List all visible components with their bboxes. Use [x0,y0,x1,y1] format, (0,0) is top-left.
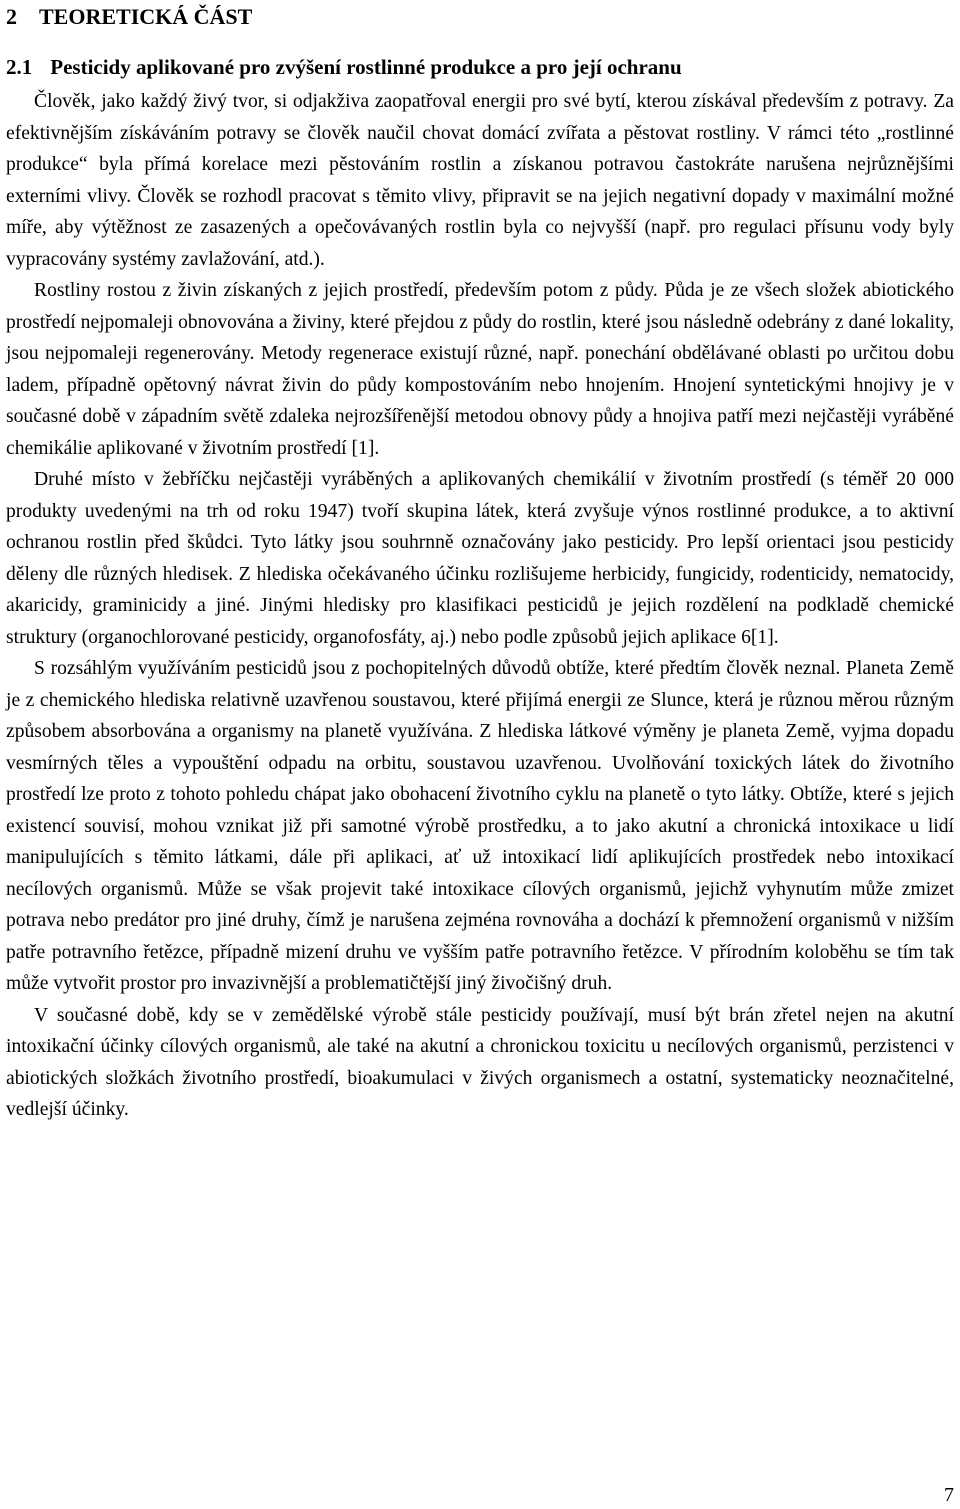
chapter-heading [6,0,954,36]
section-number: 2.1 [6,55,33,79]
body-text [6,86,954,1126]
paragraph-5: V současné době, kdy se v zemědělské výrobě stále pesticidy používají, musí být brán zřetel nejen na akutní intoxikační účinky cílových organismů, ale také na akutní a chronickou toxicitu u necílových organismů, perzistenci v abiotických složkách životního prostředí, bioakumulaci v živých organismech a ostatní, systematicky neoznačitelné, vedlejší účinky. [6,1004,954,1120]
document-page [6,0,954,1126]
chapter-number: 2 [6,4,17,29]
paragraph-2: Rostliny rostou z živin získaných z jejich prostředí, především potom z půdy. Půda je ze všech složek abiotického prostředí nejpomaleji obnovována a živiny, které přejdou z půdy do rostlin, které jsou následně odebrány z dané lokality, jsou nejpomaleji regenerovány. Metody regenerace existují různé, např. ponechání obdělávané oblasti po určitou dobu ladem, případně opětovný návrat živin do půdy kompostováním nebo hnojením. Hnojení syntetickými hnojivy je v současné době v západním světě zdaleka nejrozšířenější metodou obnovy půdy a hnojiva patří mezi nejčastěji vyráběné chemikálie aplikované v životním prostředí [1]. [6,280,954,459]
paragraph-4: S rozsáhlým využíváním pesticidů jsou z pochopitelných důvodů obtíže, které předtím člověk neznal. Planeta Země je z chemického hlediska relativně uzavřenou soustavou, které přijímá energii ze Slunce, která je různou měrou různým způsobem absorbována a organismy na planetě využívána. Z hlediska látkové výměny je planeta Země, vyjma dopadu vesmírných těles a vypouštění odpadu na orbitu, soustavou uzavřenou. Uvolňování toxických látek do životního prostředí lze proto z tohoto pohledu chápat jako obohacení životního cyklu na planetě o tyto látky. Obtíže, které s jejich existencí souvisí, mohou vznikat již při samotné výrobě prostředku, a to jako akutní a chronická intoxikace u lidí manipulujících s těmito látkami, dále při aplikaci, ať už intoxikací lidí aplikujících prostředek nebo intoxikací necílových organismů. Může se však projevit také intoxikace cílových organismů, jejichž vyhynutím může zmizet potrava nebo predátor pro jiné druhy, čímž je narušena zejména rovnováha a dochází k přemnožení organismů v nižším patře potravního řetězce, případně mizení druhu ve vyšším patře potravního řetězce. V přírodním koloběhu se tím tak může vytvořit prostor pro invazivnější a problematičtější jiný živočišný druh. [6,658,954,994]
page-number: 7 [944,1484,954,1506]
section-heading [6,52,954,86]
chapter-title: TEORETICKÁ ČÁST [39,4,253,29]
section-title: Pesticidy aplikované pro zvýšení rostlinné produkce a pro její ochranu [50,55,682,79]
paragraph-3: Druhé místo v žebříčku nejčastěji vyráběných a aplikovaných chemikálií v životním prostředí (s téměř 20 000 produkty uvedenými na trh od roku 1947) tvoří skupina látek, která zvyšuje výnos rostlinné produkce, a to aktivní ochranou rostlin před škůdci. Tyto látky jsou souhrnně označovány jako pesticidy. Pro lepší orientaci jsou pesticidy děleny dle různých hledisek. Z hlediska očekávaného účinku rozlišujeme herbicidy, fungicidy, rodenticidy, nematocidy, akaricidy, graminicidy a jiné. Jinými hledisky pro klasifikaci pesticidů je jejich rozdělení na podkladě chemické struktury (organochlorované pesticidy, organofosfáty, aj.) nebo podle způsobů jejich aplikace 6[1]. [6,469,954,648]
paragraph-1: Člověk, jako každý živý tvor, si odjakživa zaopatřoval energii pro své bytí, kterou získával především z potravy. Za efektivnějším získáváním potravy se člověk naučil chovat domácí zvířata a pěstovat rostliny. V rámci této „rostlinné produkce“ byla přímá korelace mezi pěstováním rostlin a získanou potravou častokráte narušena nejrůznějšími externími vlivy. Člověk se rozhodl pracovat s těmito vlivy, připravit se na jejich negativní dopady v maximální možné míře, aby výtěžnost ze zasazených a opečovávaných rostlin byla co nejvyšší (např. pro regulaci přísunu vody byly vypracovány systémy zavlažování, atd.). [6,91,954,270]
